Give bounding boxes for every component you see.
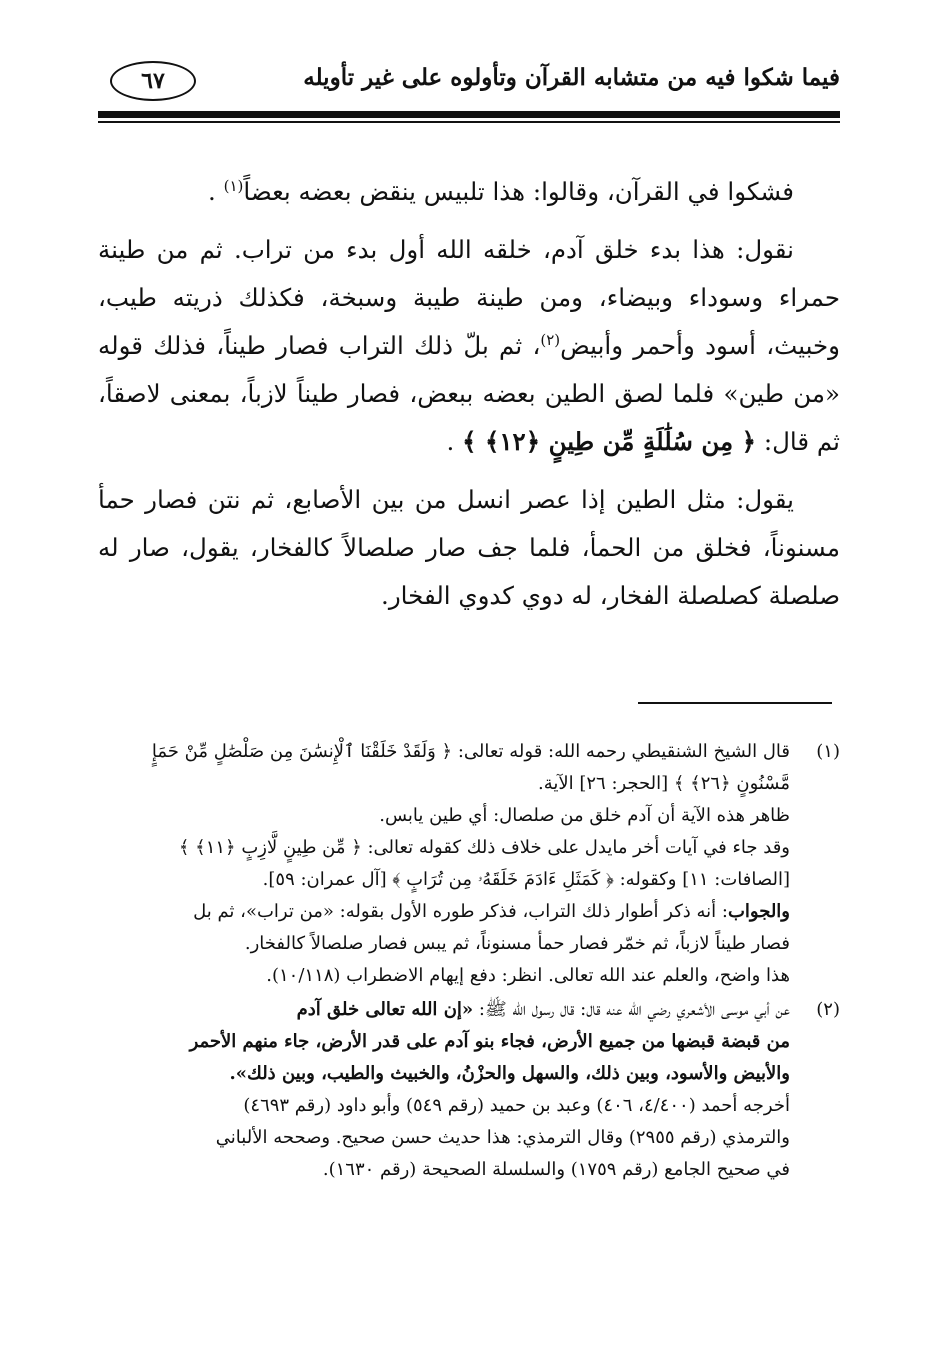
footnote-separator	[638, 702, 832, 704]
footnote-1-number: (١)	[816, 741, 840, 762]
footnote-1-line: قال الشيخ الشنقيطي رحمه الله: قوله تعالى: ﴿ وَلَقَدْ خَلَقْنَا ٱلْإِنسَٰنَ مِن صَلْصَٰلٍ مِّنْ حَمَإٍ	[151, 741, 790, 762]
footnote-1-line	[98, 896, 790, 928]
page-header	[98, 52, 840, 116]
footnote-1-line: هذا واضح، والعلم عند الله تعالى. انظر: دفع إيهام الاضطراب (١٠/١١٨).	[266, 965, 790, 986]
paragraph-3: يقول: مثل الطين إذا عصر انسل من بين الأصابع، ثم نتن فصار حمأ مسنوناً، فخلق من الحمأ، فلما جف صار صلصالاً كالفخار، يقول، صار له صلصلة كصلصلة الفخار، له دوي كدوي الفخار.	[98, 485, 840, 610]
answer-text: : أنه ذكر أطوار ذلك التراب، فذكر طوره الأول بقوله: «من تراب»، ثم بل	[193, 901, 728, 922]
hadith-text-line: من قبضة قبضها من جميع الأرض، فجاء بنو آدم على قدر الأرض، جاء منهم الأحمر	[189, 1031, 790, 1052]
paragraph-1-end: .	[208, 177, 216, 206]
footnote-ref-1[interactable]: (١)	[223, 176, 244, 195]
paragraph-1	[98, 168, 840, 216]
paragraph-2	[98, 226, 840, 466]
hadith-text-line: والأبيض والأسود، وبين ذلك، والسهل والحزْنُ، والخبيث والطيب، وبين ذلك».	[229, 1063, 790, 1084]
footnote-1-line: [الصافات: ١١] وكقوله: ﴿ كَمَثَلِ ءَادَمَ خَلَقَهُۥ مِن تُرَابٍ ﴾ [آل عمران: ٥٩].	[262, 869, 790, 890]
running-title: فيما شكوا فيه من متشابه القرآن وتأولوه على غير تأويله	[303, 64, 840, 91]
main-text	[98, 168, 840, 630]
footnote-1-line: وقد جاء في آيات أخر مايدل على خلاف ذلك كقوله تعالى: ﴿ مِّن طِينٍ لَّازِبٍ ﴿١١﴾ ﴾	[178, 837, 790, 858]
header-rule-thick	[98, 111, 840, 118]
header-rule-thin	[98, 121, 840, 123]
paragraph-2-end: .	[446, 427, 455, 456]
paragraph-2-text-a: نقول: هذا بدء خلق آدم، خلقه الله أول بدء من تراب. ثم من طينة حمراء وسوداء وبيضاء، ومن طينة طيبة وسبخة، فكذلك ذريته طيب، وخبيث، أسود وأحمر وأبيض	[98, 235, 840, 360]
footnote-1	[98, 736, 840, 992]
hadith-intro: عن أبي موسى الأشعري رضي الله عنه قال: قال رسول الله ﷺ:	[473, 999, 790, 1020]
footnote-1-line: ظاهر هذه الآية أن آدم خلق من صلصال: أي طين يابس.	[379, 805, 790, 826]
answer-label: والجواب	[727, 901, 790, 922]
footnote-1-line: فصار طيناً لازباً، ثم خمّر فصار حمأ مسنوناً، ثم يبس فصار صلصالاً كالفخار.	[244, 933, 790, 954]
footnote-2-line: أخرجه أحمد (٤/٤٠٠، ٤٠٦) وعبد بن حميد (رقم ٥٤٩) وأبو داود (رقم ٤٦٩٣)	[243, 1095, 790, 1116]
footnote-ref-2[interactable]: (٢)	[540, 330, 561, 349]
hadith-text-start: «إن الله تعالى خلق آدم	[296, 999, 474, 1020]
page-number: ٦٧	[110, 61, 196, 101]
footnotes	[98, 736, 840, 1188]
footnote-1-line: مَّسْنُونٍ ﴿٢٦﴾ ﴾ [الحجر: ٢٦] الآية.	[537, 773, 790, 794]
footnote-2-line	[98, 994, 790, 1026]
footnote-2	[98, 994, 840, 1186]
quran-verse: ﴿ مِن سُلَٰلَةٍ مِّن طِينٍ ﴿١٢﴾ ﴾	[462, 427, 757, 456]
footnote-2-line: في صحيح الجامع (رقم ١٧٥٩) والسلسلة الصحيحة (رقم ١٦٣٠).	[322, 1159, 790, 1180]
footnote-2-number: (٢)	[816, 999, 840, 1020]
footnote-2-line: والترمذي (رقم ٢٩٥٥) وقال الترمذي: هذا حديث حسن صحيح. وصححه الألباني	[215, 1127, 790, 1148]
paragraph-1-text: فشكوا في القرآن، وقالوا: هذا تلبيس ينقض بعضه بعضاً	[243, 177, 794, 206]
paragraph-2-text-b: ، ثم بلّ ذلك التراب فصار طيناً، فذلك قوله «من طين» فلما لصق الطين بعضه ببعض، فصار طيناً لازباً، بمعنى لاصقاً، ثم قال:	[98, 331, 840, 456]
